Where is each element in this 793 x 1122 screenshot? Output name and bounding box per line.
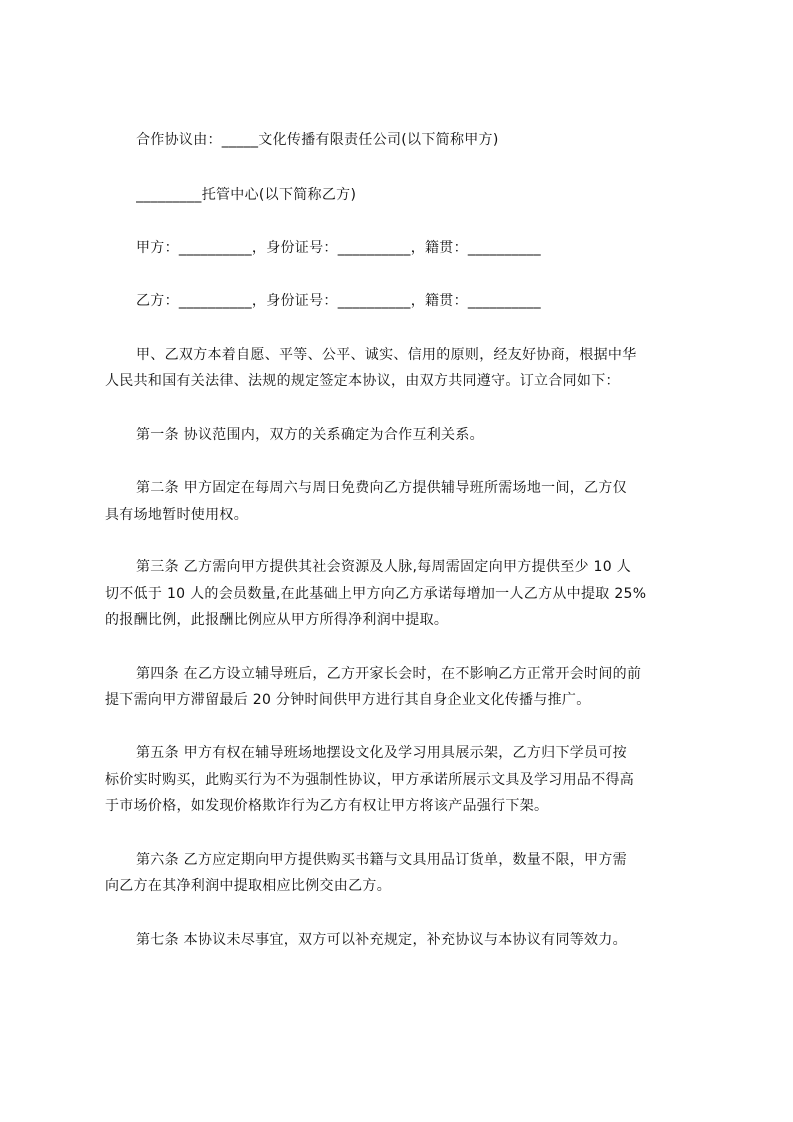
header-line-party-b-info: 乙方：__________，身份证号：__________，籍贯：__________ <box>136 293 541 309</box>
text-line: 第三条 乙方需向甲方提供其社会资源及人脉,每周需固定向甲方提供至少 10 人 <box>136 559 632 575</box>
text-line: 于市场价格，如发现价格欺诈行为乙方有权让甲方将该产品强行下架。 <box>105 798 549 814</box>
text-line: 标价实时购买，此购买行为不为强制性协议，甲方承诺所展示文具及学习用品不得高 <box>105 772 635 788</box>
text-line: 切不低于 10 人的会员数量,在此基础上甲方向乙方承诺每增加一人乙方从中提取 25% <box>105 586 647 602</box>
text-line: 第六条 乙方应定期向甲方提供购买书籍与文具用品订货单，数量不限，甲方需 <box>136 852 627 868</box>
text-line: 第五条 甲方有权在辅导班场地摆设文化及学习用具展示架，乙方归下学员可按 <box>136 745 627 761</box>
text-line: 甲、乙双方本着自愿、平等、公平、诚实、信用的原则，经友好协商，根据中华 <box>136 347 637 363</box>
text-line: 第一条 协议范围内，双方的关系确定为合作互利关系。 <box>136 427 484 443</box>
text-line: 人民共和国有关法律、法规的规定签定本协议，由双方共同遵守。订立合同如下： <box>105 373 620 389</box>
header-line-party-a-info: 甲方：__________，身份证号：__________，籍贯：__________ <box>136 240 541 256</box>
header-line-parties: 合作协议由：_____文化传播有限责任公司(以下简称甲方) <box>136 132 499 148</box>
text-line: 第二条 甲方固定在每周六与周日免费向乙方提供辅导班所需场地一间，乙方仅 <box>136 480 627 496</box>
text-line: 具有场地暂时使用权。 <box>105 507 248 523</box>
text-line: 的报酬比例，此报酬比例应从甲方所得净利润中提取。 <box>105 612 449 628</box>
text-line: 第七条 本协议未尽事宜，双方可以补充规定，补充协议与本协议有同等效力。 <box>136 932 627 948</box>
header-line-party-b: _________托管中心(以下简称乙方) <box>136 187 357 203</box>
text-line: 提下需向甲方滞留最后 20 分钟时间供甲方进行其自身企业文化传播与推广。 <box>105 692 591 708</box>
text-line: 第四条 在乙方设立辅导班后，乙方开家长会时，在不影响乙方正常开会时间的前 <box>136 666 642 682</box>
text-line: 向乙方在其净利润中提取相应比例交由乙方。 <box>105 878 391 894</box>
